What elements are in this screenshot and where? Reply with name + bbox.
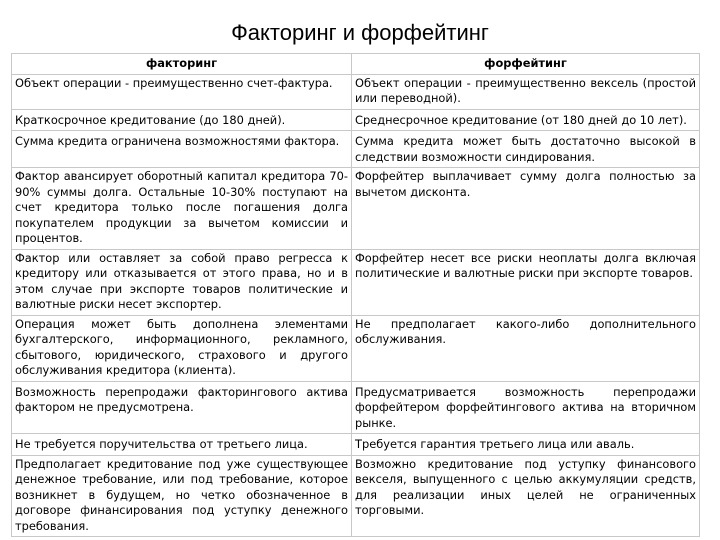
comparison-table (11, 53, 700, 537)
table-header-row (12, 54, 700, 75)
cell-factoring: Предполагает кредитование под уже существующее денежное требование, или под требование, которое возникнет в будущем, но четко обозначенное в договоре финансирования под уступку денежного требования. (12, 455, 352, 537)
cell-forfaiting: Форфейтер выплачивает сумму долга полностью за вычетом дисконта. (352, 168, 700, 250)
table-row (12, 109, 700, 131)
cell-forfaiting: Среднесрочное кредитование (от 180 дней до 10 лет). (352, 109, 700, 131)
cell-forfaiting: Не предполагает какого-либо дополнительного обслуживания. (352, 315, 700, 381)
table-row (12, 455, 700, 537)
cell-factoring: Не требуется поручительства от третьего лица. (12, 434, 352, 456)
cell-forfaiting: Требуется гарантия третьего лица или аваль. (352, 434, 700, 456)
cell-forfaiting: Сумма кредита может быть достаточно высокой в следствии возможности синдирования. (352, 131, 700, 168)
slide-title: Факторинг и форфейтинг (231, 20, 489, 45)
table-row (12, 434, 700, 456)
table-row (12, 168, 700, 250)
cell-factoring: Фактор авансирует оборотный капитал кредитора 70-90% суммы долга. Остальные 10-30% поступают на счет кредитора только после погашения долга покупателем продукции за вычетом комиссии и процентов. (12, 168, 352, 250)
cell-factoring: Сумма кредита ограничена возможностями фактора. (12, 131, 352, 168)
table-row (12, 74, 700, 109)
cell-forfaiting: Форфейтер несет все риски неоплаты долга включая политические и валютные риски при экспорте товаров. (352, 249, 700, 315)
cell-forfaiting: Объект операции - преимущественно вексель (простой или переводной). (352, 74, 700, 109)
cell-factoring: Операция может быть дополнена элементами бухгалтерского, информационного, рекламного, сбытового, юридического, страхового и другого обслуживания кредитора (клиента). (12, 315, 352, 381)
table-row (12, 381, 700, 434)
cell-factoring: Краткосрочное кредитование (до 180 дней). (12, 109, 352, 131)
cell-forfaiting: Предусматривается возможность перепродажи форфейтером форфейтингового актива на вторичном рынке. (352, 381, 700, 434)
header-factoring: факторинг (12, 54, 352, 75)
table-row (12, 315, 700, 381)
cell-factoring: Объект операции - преимущественно счет-фактура. (12, 74, 352, 109)
table-row (12, 131, 700, 168)
cell-forfaiting: Возможно кредитование под уступку финансового векселя, выпущенного с целью аккумуляции средств, для реализации иных целей не ограниченных торговыми. (352, 455, 700, 537)
table-row (12, 249, 700, 315)
cell-factoring: Возможность перепродажи факторингового актива фактором не предусмотрена. (12, 381, 352, 434)
header-forfaiting: форфейтинг (352, 54, 700, 75)
cell-factoring: Фактор или оставляет за собой право регресса к кредитору или отказывается от этого права, но и в этом случае при экспорте товаров политические и валютные риски несет экспортер. (12, 249, 352, 315)
